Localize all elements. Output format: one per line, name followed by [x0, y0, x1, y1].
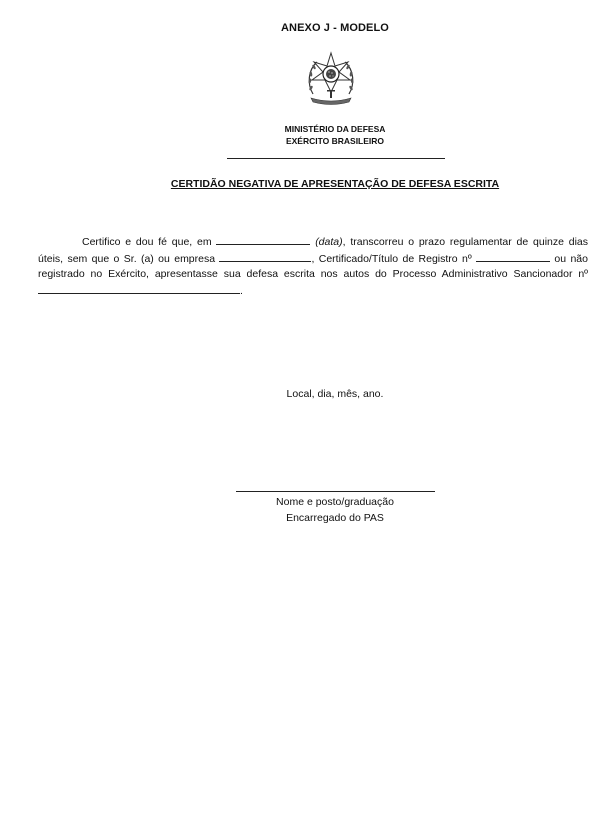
place-date: Local, dia, mês, ano.	[286, 388, 384, 400]
ministry-header	[0, 123, 615, 147]
body-part4: ou não registrado no Exército, apresentasse sua defesa escrita nos autos do Processo Administrativo Sancionador nº	[38, 252, 588, 280]
brazil-coat-of-arms-icon	[303, 50, 359, 106]
registration-blank	[476, 251, 550, 262]
ministry-name: MINISTÉRIO DA DEFESA	[284, 124, 386, 134]
annex-title: ANEXO J - MODELO	[281, 22, 389, 34]
body-part1: Certifico e dou fé que, em	[82, 236, 212, 248]
certificate-title: CERTIDÃO NEGATIVA DE APRESENTAÇÃO DE DEFESA ESCRITA	[170, 178, 500, 190]
body-part2: , transcorreu o prazo regulamentar de quinze dias úteis, sem que o Sr. (a) ou empresa	[38, 236, 589, 265]
header-divider	[227, 158, 445, 159]
signature-line	[236, 491, 435, 492]
body-part5: .	[240, 284, 243, 297]
company-blank	[219, 251, 311, 262]
date-label: (data)	[315, 236, 343, 248]
process-number-blank	[38, 283, 240, 294]
signature-name-rank: Nome e posto/graduação	[276, 496, 394, 508]
army-name: EXÉRCITO BRASILEIRO	[285, 136, 385, 146]
signature-role: Encarregado do PAS	[286, 511, 384, 524]
certificate-body	[38, 234, 588, 299]
date-blank	[216, 234, 310, 245]
body-part3: , Certificado/Título de Registro nº	[311, 252, 472, 265]
signature-block	[0, 495, 615, 526]
